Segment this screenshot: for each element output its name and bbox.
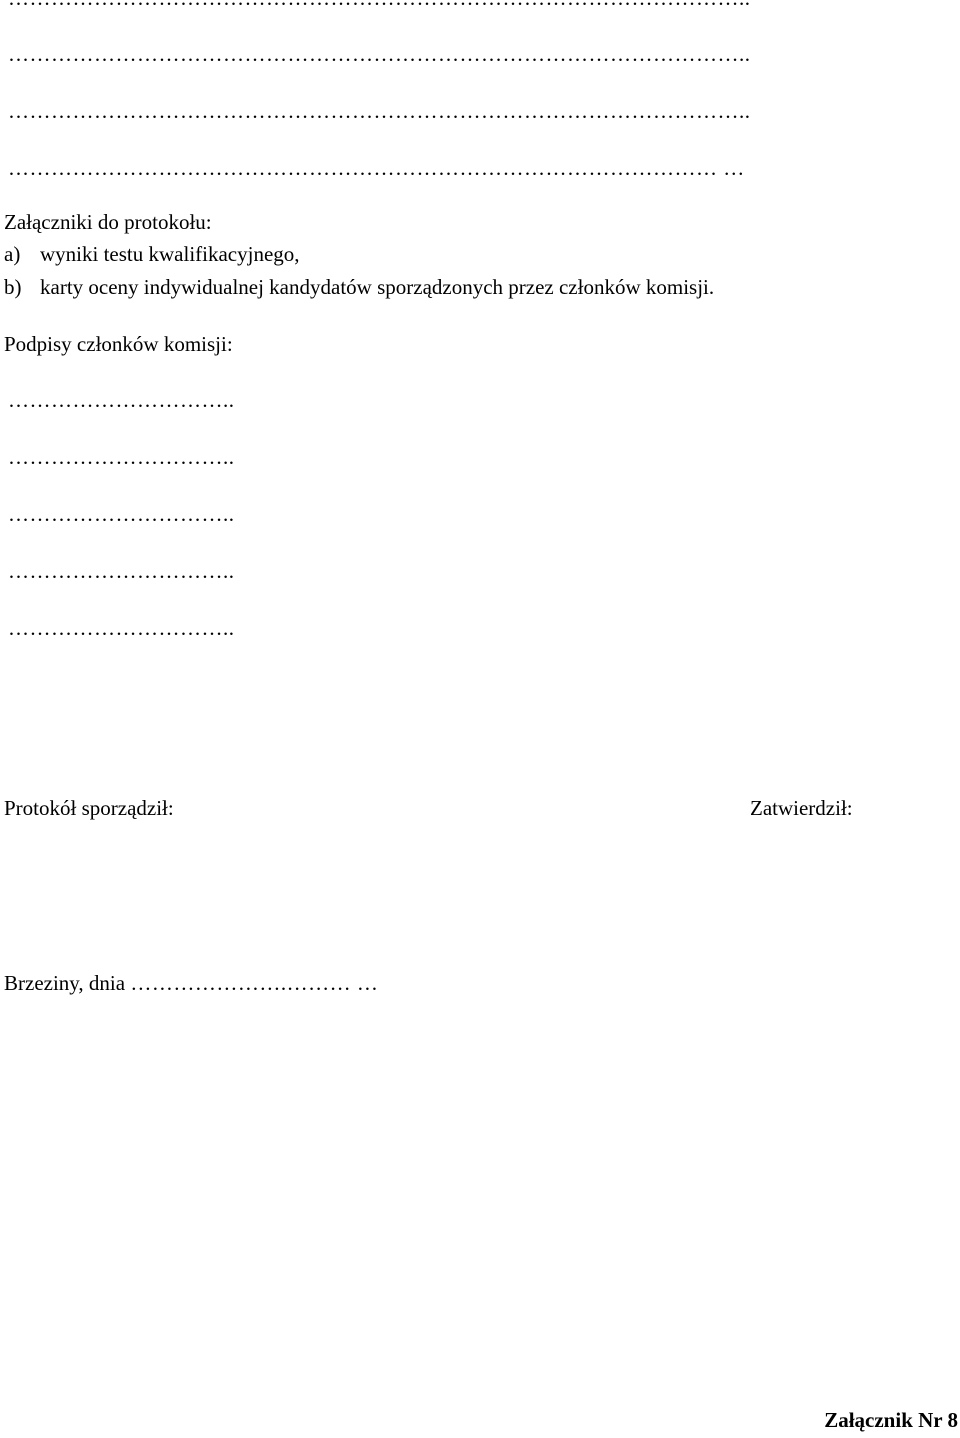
place-date-label: Brzeziny, dnia: [4, 971, 126, 995]
dotted-line: …………………………………………………………………………………………..: [8, 42, 751, 66]
signature-line: …………………………..: [8, 388, 235, 412]
attachment-item-b: [4, 277, 714, 298]
signatures-heading: Podpisy członków komisji:: [4, 332, 233, 356]
place-date-line: [4, 973, 378, 994]
dotted-line: ……………………………………………………………………………………… …: [8, 156, 745, 180]
dotted-line: [8, 0, 751, 9]
attachment-item-a: [4, 244, 300, 265]
dotted-line: …………………………………………………………………………………………..: [8, 99, 751, 123]
date-dots: ………………….……… …: [130, 971, 379, 995]
list-marker: b): [4, 275, 22, 299]
attachment-text: wyniki testu kwalifikacyjnego,: [40, 242, 300, 266]
attachment-text: karty oceny indywidualnej kandydatów sporządzonych przez członków komisji.: [40, 275, 715, 299]
signature-line: …………………………..: [8, 559, 235, 583]
page-label: Załącznik Nr 8: [824, 1408, 958, 1432]
signature-line: …………………………..: [8, 445, 235, 469]
signature-line: …………………………..: [8, 616, 235, 640]
prepared-by-label: Protokół sporządził:: [4, 796, 174, 820]
approved-by-label: Zatwierdził:: [750, 796, 853, 820]
list-marker: a): [4, 242, 21, 266]
attachments-heading: Załączniki do protokołu:: [4, 210, 212, 234]
signature-line: …………………………..: [8, 502, 235, 526]
